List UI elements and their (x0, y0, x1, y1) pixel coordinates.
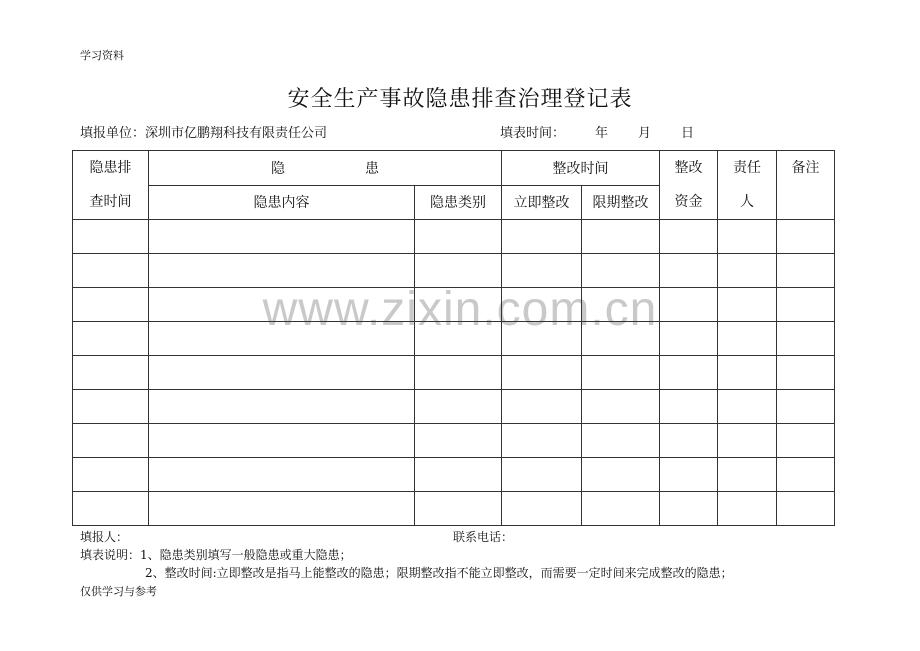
table-cell[interactable] (718, 424, 777, 458)
table-cell[interactable] (415, 220, 502, 254)
table-cell[interactable] (502, 458, 582, 492)
fill-time-label: 填表时间： (500, 126, 566, 141)
group-rectify-time-header: 整改时间 (502, 151, 660, 186)
table-cell[interactable] (502, 288, 582, 322)
table-cell[interactable] (718, 322, 777, 356)
table-cell[interactable] (660, 220, 718, 254)
table-row (73, 254, 835, 288)
group-hazard-header: 隐患 (149, 151, 502, 186)
table-cell[interactable] (582, 288, 660, 322)
table-cell[interactable] (73, 288, 149, 322)
table-cell[interactable] (502, 424, 582, 458)
header-note: 学习资料 (80, 49, 124, 62)
table-cell[interactable] (502, 492, 582, 526)
table-cell[interactable] (777, 322, 835, 356)
table-cell[interactable] (415, 322, 502, 356)
table-cell[interactable] (73, 220, 149, 254)
table-cell[interactable] (415, 390, 502, 424)
col-deadline-header: 限期整改 (582, 185, 660, 220)
table-cell[interactable] (149, 492, 415, 526)
table-cell[interactable] (718, 492, 777, 526)
table-cell[interactable] (582, 424, 660, 458)
fill-unit-label: 填报单位：深圳市亿鹏翔科技有限责任公司 (80, 126, 328, 141)
table-cell[interactable] (149, 322, 415, 356)
col-content-header: 隐患内容 (149, 185, 415, 220)
table-cell[interactable] (149, 390, 415, 424)
table-cell[interactable] (777, 458, 835, 492)
table-cell[interactable] (502, 254, 582, 288)
table-cell[interactable] (415, 356, 502, 390)
table-cell[interactable] (582, 356, 660, 390)
table-cell[interactable] (777, 220, 835, 254)
table-cell[interactable] (149, 220, 415, 254)
table-cell[interactable] (149, 288, 415, 322)
table-cell[interactable] (73, 356, 149, 390)
table-cell[interactable] (660, 492, 718, 526)
fill-instruction-1: 填表说明：1、隐患类别填写一般隐患或重大隐患； (80, 548, 352, 562)
table-cell[interactable] (582, 492, 660, 526)
table-cell[interactable] (660, 322, 718, 356)
table-row (73, 322, 835, 356)
contact-label: 联系电话： (453, 530, 514, 544)
table-cell[interactable] (415, 492, 502, 526)
table-cell[interactable] (660, 356, 718, 390)
table-cell[interactable] (777, 390, 835, 424)
watermark: www.zixin.com.cn (262, 283, 658, 336)
table-cell[interactable] (502, 322, 582, 356)
col-immediate-header: 立即整改 (502, 185, 582, 220)
col-check-time-header: 隐患排 查时间 (73, 151, 149, 220)
table-cell[interactable] (415, 254, 502, 288)
date-day-label: 日 (681, 126, 695, 141)
table-cell[interactable] (73, 424, 149, 458)
col-responsible-header: 责任 人 (718, 151, 777, 220)
table-cell[interactable] (777, 492, 835, 526)
table-cell[interactable] (660, 424, 718, 458)
table-row (73, 288, 835, 322)
filler-label: 填报人： (80, 530, 129, 544)
col-funds-header: 整改 资金 (660, 151, 718, 220)
table-cell[interactable] (777, 424, 835, 458)
table-cell[interactable] (149, 424, 415, 458)
table-cell[interactable] (73, 390, 149, 424)
table-cell[interactable] (660, 390, 718, 424)
table-cell[interactable] (502, 390, 582, 424)
table-cell[interactable] (582, 254, 660, 288)
table-cell[interactable] (73, 492, 149, 526)
table-cell[interactable] (149, 356, 415, 390)
date-month-label: 月 (638, 126, 652, 141)
table-cell[interactable] (777, 254, 835, 288)
table-row (73, 390, 835, 424)
table-cell[interactable] (718, 356, 777, 390)
table-cell[interactable] (777, 288, 835, 322)
table-cell[interactable] (582, 220, 660, 254)
table-row (73, 492, 835, 526)
table-row (73, 424, 835, 458)
table-cell[interactable] (777, 356, 835, 390)
page-title: 安全生产事故隐患排查治理登记表 (287, 87, 633, 112)
table-cell[interactable] (660, 458, 718, 492)
table-cell[interactable] (718, 220, 777, 254)
table-cell[interactable] (415, 424, 502, 458)
table-cell[interactable] (718, 458, 777, 492)
table-cell[interactable] (582, 458, 660, 492)
table-cell[interactable] (502, 356, 582, 390)
table-cell[interactable] (660, 254, 718, 288)
table-row (73, 220, 835, 254)
table-cell[interactable] (502, 220, 582, 254)
col-remark-header: 备注 (777, 151, 835, 220)
hazard-register-table (72, 150, 835, 526)
table-cell[interactable] (718, 288, 777, 322)
table-cell[interactable] (73, 322, 149, 356)
footer-note: 仅供学习与参考 (80, 585, 157, 598)
table-cell[interactable] (415, 288, 502, 322)
table-cell[interactable] (582, 390, 660, 424)
table-cell[interactable] (718, 390, 777, 424)
fill-instruction-2: 2、整改时间:立即整改是指马上能整改的隐患；限期整改指不能立即整改，而需要一定时间来完成整改的隐患； (145, 566, 733, 580)
table-cell[interactable] (582, 322, 660, 356)
col-category-header: 隐患类别 (415, 185, 502, 220)
table-cell[interactable] (73, 254, 149, 288)
table-cell[interactable] (660, 288, 718, 322)
table-row (73, 458, 835, 492)
table-cell[interactable] (149, 458, 415, 492)
fill-time-field (500, 122, 694, 141)
table-cell[interactable] (149, 254, 415, 288)
table-row (73, 356, 835, 390)
table-cell[interactable] (73, 458, 149, 492)
table-cell[interactable] (718, 254, 777, 288)
date-year-label: 年 (595, 126, 609, 141)
table-cell[interactable] (415, 458, 502, 492)
